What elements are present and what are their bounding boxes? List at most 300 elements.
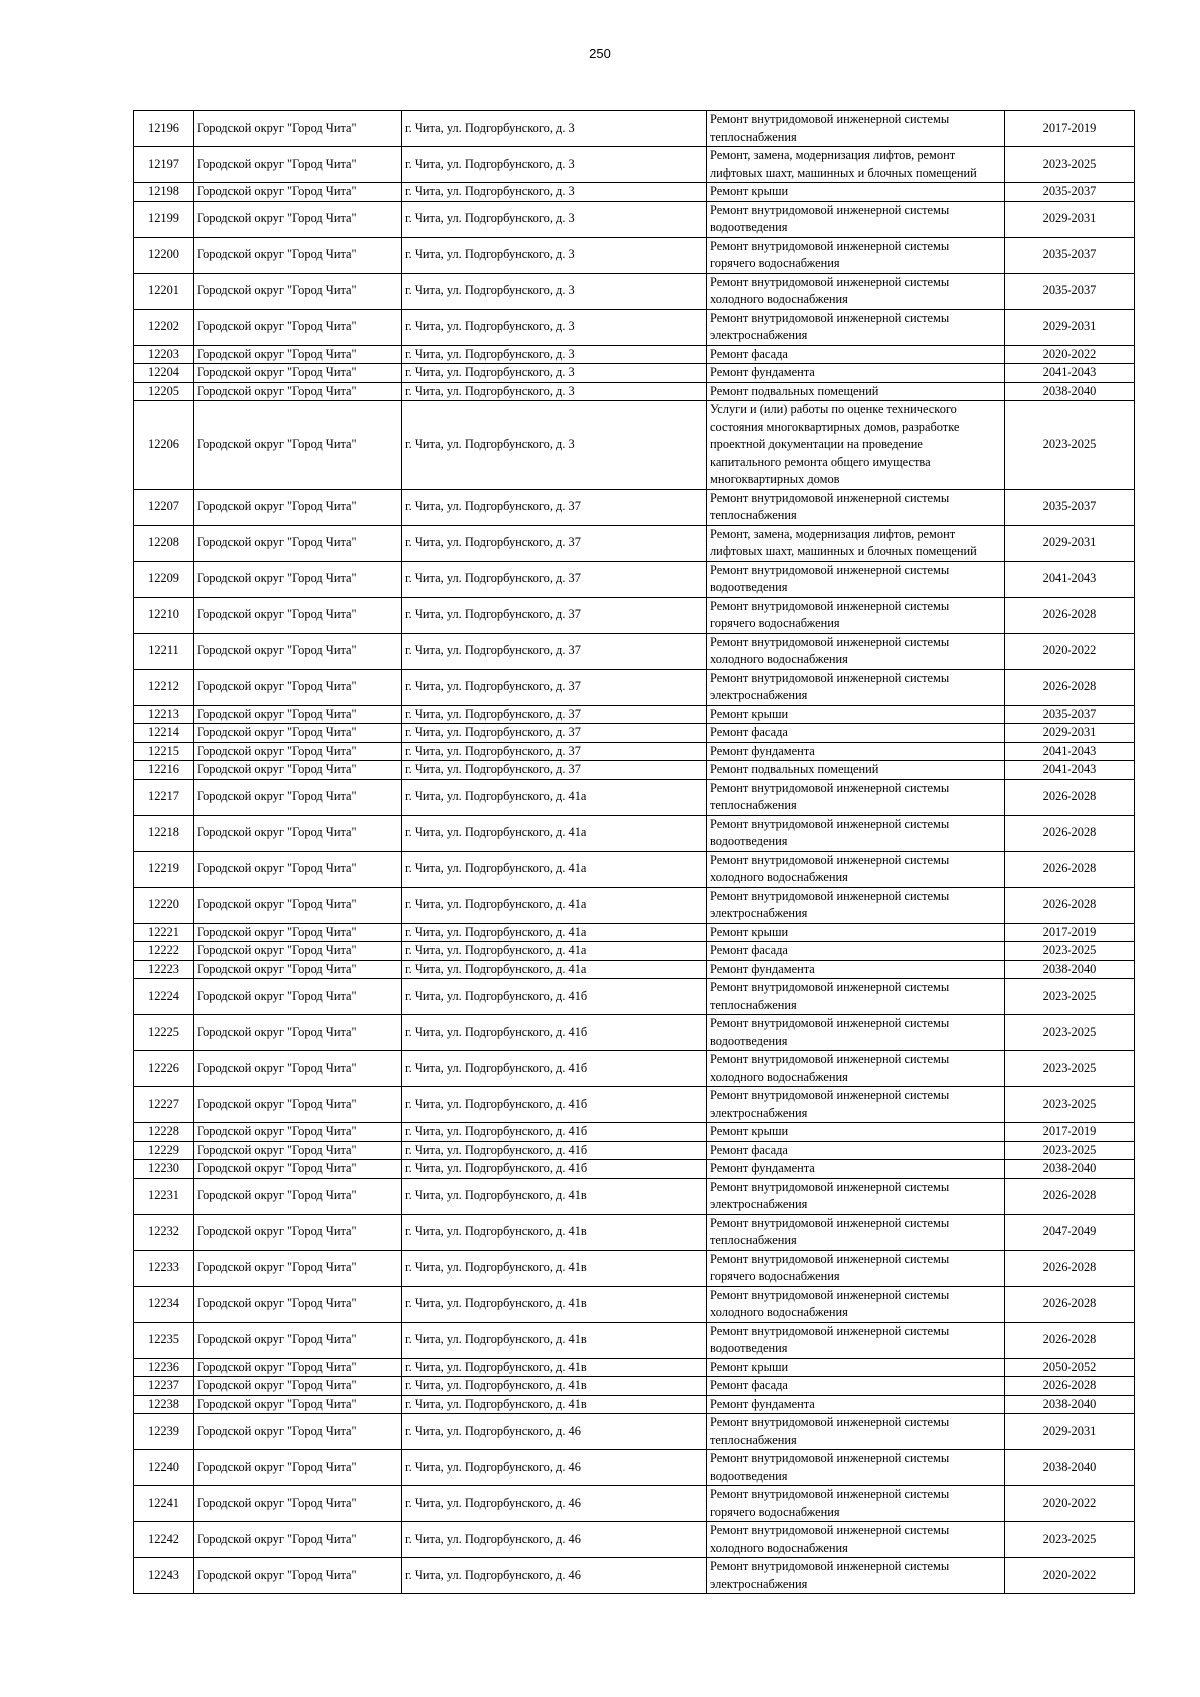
row-number-cell: 12214 (134, 724, 194, 743)
municipality-cell: Городской округ "Город Чита" (194, 761, 402, 780)
work-type-cell (707, 742, 1005, 761)
work-type-line: Ремонт крыши (710, 1359, 789, 1374)
address-cell: г. Чита, ул. Подгорбунского, д. 3 (402, 345, 707, 364)
address-cell: г. Чита, ул. Подгорбунского, д. 41в (402, 1286, 707, 1322)
work-type-line: холодного водоснабжения (710, 1540, 848, 1555)
table-row (134, 1286, 1135, 1322)
period-cell: 2035-2037 (1005, 705, 1135, 724)
table-row (134, 942, 1135, 961)
work-type-line: Ремонт внутридомовой инженерной системы (710, 1215, 950, 1230)
row-number-cell: 12221 (134, 923, 194, 942)
work-type-line: водоотведения (710, 1341, 788, 1355)
municipality-cell: Городской округ "Город Чита" (194, 1486, 402, 1522)
work-type-line: Ремонт внутридомовой инженерной системы (710, 1088, 950, 1102)
period-cell: 2020-2022 (1005, 633, 1135, 669)
period-cell: 2026-2028 (1005, 669, 1135, 705)
work-type-cell (707, 1286, 1005, 1322)
table-row (134, 1214, 1135, 1250)
work-type-line: теплоснабжения (710, 997, 797, 1012)
period-cell: 2038-2040 (1005, 1395, 1135, 1414)
row-number-cell: 12196 (134, 111, 194, 147)
table-row (134, 1322, 1135, 1358)
work-type-cell (707, 724, 1005, 743)
address-cell: г. Чита, ул. Подгорбунского, д. 46 (402, 1486, 707, 1522)
work-type-cell (707, 201, 1005, 237)
work-type-line: холодного водоснабжения (710, 870, 848, 884)
work-type-line: Ремонт внутридомовой инженерной системы (710, 1179, 950, 1194)
work-type-line: Ремонт внутридомовой инженерной системы (710, 780, 950, 795)
address-cell: г. Чита, ул. Подгорбунского, д. 41б (402, 1141, 707, 1160)
address-cell: г. Чита, ул. Подгорбунского, д. 46 (402, 1414, 707, 1450)
municipality-cell: Городской округ "Город Чита" (194, 724, 402, 743)
work-type-cell (707, 1395, 1005, 1414)
row-number-cell: 12232 (134, 1214, 194, 1250)
municipality-cell: Городской округ "Город Чита" (194, 489, 402, 525)
work-type-line: теплоснабжения (710, 1432, 797, 1447)
address-cell: г. Чита, ул. Подгорбунского, д. 37 (402, 525, 707, 561)
period-cell: 2041-2043 (1005, 561, 1135, 597)
table-row (134, 1558, 1135, 1594)
work-type-cell (707, 979, 1005, 1015)
period-cell: 2035-2037 (1005, 489, 1135, 525)
address-cell: г. Чита, ул. Подгорбунского, д. 41а (402, 851, 707, 887)
address-cell: г. Чита, ул. Подгорбунского, д. 41а (402, 923, 707, 942)
address-cell: г. Чита, ул. Подгорбунского, д. 37 (402, 742, 707, 761)
work-type-cell (707, 1160, 1005, 1179)
address-cell: г. Чита, ул. Подгорбунского, д. 3 (402, 237, 707, 273)
municipality-cell: Городской округ "Город Чита" (194, 1450, 402, 1486)
period-cell: 2035-2037 (1005, 273, 1135, 309)
row-number-cell: 12206 (134, 401, 194, 490)
municipality-cell: Городской округ "Город Чита" (194, 633, 402, 669)
municipality-cell: Городской округ "Город Чита" (194, 1160, 402, 1179)
work-type-line: водоотведения (710, 1033, 788, 1048)
row-number-cell: 12228 (134, 1123, 194, 1142)
work-type-line: Ремонт внутридомовой инженерной системы (710, 634, 950, 649)
municipality-cell: Городской округ "Город Чита" (194, 1286, 402, 1322)
work-type-cell (707, 1486, 1005, 1522)
row-number-cell: 12213 (134, 705, 194, 724)
municipality-cell: Городской округ "Город Чита" (194, 960, 402, 979)
period-cell: 2041-2043 (1005, 364, 1135, 383)
row-number-cell: 12208 (134, 525, 194, 561)
work-type-cell (707, 633, 1005, 669)
row-number-cell: 12233 (134, 1250, 194, 1286)
municipality-cell: Городской округ "Город Чита" (194, 1214, 402, 1250)
work-type-cell (707, 273, 1005, 309)
address-cell: г. Чита, ул. Подгорбунского, д. 37 (402, 489, 707, 525)
address-cell: г. Чита, ул. Подгорбунского, д. 41а (402, 779, 707, 815)
address-cell: г. Чита, ул. Подгорбунского, д. 41б (402, 979, 707, 1015)
address-cell: г. Чита, ул. Подгорбунского, д. 41в (402, 1214, 707, 1250)
work-type-line: Ремонт внутридомовой инженерной системы (710, 1451, 950, 1465)
table-row (134, 237, 1135, 273)
row-number-cell: 12197 (134, 147, 194, 183)
period-cell: 2023-2025 (1005, 1087, 1135, 1123)
municipality-cell: Городской округ "Город Чита" (194, 309, 402, 345)
work-type-line: Ремонт внутридомовой инженерной системы (710, 490, 950, 505)
municipality-cell: Городской округ "Город Чита" (194, 561, 402, 597)
table-row (134, 761, 1135, 780)
table-row (134, 1160, 1135, 1179)
work-type-line: Ремонт крыши (710, 706, 789, 721)
table-row (134, 364, 1135, 383)
address-cell: г. Чита, ул. Подгорбунского, д. 41в (402, 1322, 707, 1358)
work-type-line: холодного водоснабжения (710, 652, 848, 666)
work-type-cell (707, 147, 1005, 183)
work-type-line: Ремонт внутридомовой инженерной системы (710, 1487, 950, 1501)
row-number-cell: 12239 (134, 1414, 194, 1450)
municipality-cell: Городской округ "Город Чита" (194, 815, 402, 851)
row-number-cell: 12227 (134, 1087, 194, 1123)
period-cell: 2050-2052 (1005, 1358, 1135, 1377)
work-type-cell (707, 1250, 1005, 1286)
work-type-line: Услуги и (или) работы по оценке технического (710, 402, 957, 416)
work-type-line: Ремонт фундамента (710, 1396, 815, 1411)
work-type-line: Ремонт фасада (710, 346, 788, 361)
address-cell: г. Чита, ул. Подгорбунского, д. 41в (402, 1358, 707, 1377)
municipality-cell: Городской округ "Город Чита" (194, 705, 402, 724)
municipality-cell: Городской округ "Город Чита" (194, 345, 402, 364)
period-cell: 2026-2028 (1005, 815, 1135, 851)
table-row (134, 633, 1135, 669)
work-type-line: Ремонт внутридомовой инженерной системы (710, 1523, 950, 1537)
period-cell: 2026-2028 (1005, 1286, 1135, 1322)
municipality-cell: Городской округ "Город Чита" (194, 1322, 402, 1358)
table-row (134, 401, 1135, 490)
work-type-line: Ремонт внутридомовой инженерной системы (710, 1559, 950, 1573)
work-type-line: Ремонт фундамента (710, 365, 815, 379)
work-type-cell (707, 761, 1005, 780)
municipality-cell: Городской округ "Город Чита" (194, 742, 402, 761)
work-type-line: водоотведения (710, 834, 788, 848)
work-type-cell (707, 669, 1005, 705)
table-row (134, 1450, 1135, 1486)
work-type-cell (707, 489, 1005, 525)
row-number-cell: 12230 (134, 1160, 194, 1179)
table-row (134, 1141, 1135, 1160)
row-number-cell: 12234 (134, 1286, 194, 1322)
work-type-line: водоотведения (710, 220, 788, 234)
capital-repair-table (133, 110, 1135, 1594)
address-cell: г. Чита, ул. Подгорбунского, д. 41а (402, 942, 707, 961)
municipality-cell: Городской округ "Город Чита" (194, 1123, 402, 1142)
period-cell: 2038-2040 (1005, 960, 1135, 979)
row-number-cell: 12219 (134, 851, 194, 887)
work-type-line: проектной документации на проведение (710, 437, 923, 451)
row-number-cell: 12207 (134, 489, 194, 525)
address-cell: г. Чита, ул. Подгорбунского, д. 37 (402, 669, 707, 705)
municipality-cell: Городской округ "Город Чита" (194, 1178, 402, 1214)
work-type-line: капитального ремонта общего имущества (710, 454, 931, 469)
address-cell: г. Чита, ул. Подгорбунского, д. 37 (402, 633, 707, 669)
work-type-line: холодного водоснабжения (710, 292, 848, 306)
period-cell: 2026-2028 (1005, 851, 1135, 887)
municipality-cell: Городской округ "Город Чита" (194, 887, 402, 923)
row-number-cell: 12218 (134, 815, 194, 851)
work-type-line: Ремонт подвальных помещений (710, 762, 879, 776)
address-cell: г. Чита, ул. Подгорбунского, д. 3 (402, 111, 707, 147)
table-row (134, 147, 1135, 183)
table-body (134, 111, 1135, 1594)
table-row (134, 851, 1135, 887)
municipality-cell: Городской округ "Город Чита" (194, 979, 402, 1015)
work-type-cell (707, 960, 1005, 979)
address-cell: г. Чита, ул. Подгорбунского, д. 37 (402, 597, 707, 633)
address-cell: г. Чита, ул. Подгорбунского, д. 41в (402, 1250, 707, 1286)
table-row (134, 1015, 1135, 1051)
work-type-cell (707, 887, 1005, 923)
work-type-line: многоквартирных домов (710, 472, 840, 486)
row-number-cell: 12242 (134, 1522, 194, 1558)
work-type-cell (707, 815, 1005, 851)
work-type-line: Ремонт внутридомовой инженерной системы (710, 562, 950, 577)
period-cell: 2026-2028 (1005, 597, 1135, 633)
period-cell: 2038-2040 (1005, 382, 1135, 401)
row-number-cell: 12200 (134, 237, 194, 273)
work-type-line: Ремонт фасада (710, 725, 788, 739)
work-type-line: Ремонт внутридомовой инженерной системы (710, 852, 950, 867)
row-number-cell: 12204 (134, 364, 194, 383)
table-row (134, 201, 1135, 237)
table-row (134, 597, 1135, 633)
work-type-cell (707, 1087, 1005, 1123)
work-type-cell (707, 561, 1005, 597)
address-cell: г. Чита, ул. Подгорбунского, д. 41б (402, 1123, 707, 1142)
table-row (134, 1358, 1135, 1377)
municipality-cell: Городской округ "Город Чита" (194, 1015, 402, 1051)
work-type-line: холодного водоснабжения (710, 1305, 848, 1319)
row-number-cell: 12229 (134, 1141, 194, 1160)
address-cell: г. Чита, ул. Подгорбунского, д. 3 (402, 401, 707, 490)
work-type-line: лифтовых шахт, машинных и блочных помещений (710, 544, 977, 558)
table-row (134, 1395, 1135, 1414)
period-cell: 2035-2037 (1005, 237, 1135, 273)
period-cell: 2038-2040 (1005, 1160, 1135, 1179)
work-type-cell (707, 1450, 1005, 1486)
row-number-cell: 12201 (134, 273, 194, 309)
period-cell: 2035-2037 (1005, 183, 1135, 202)
work-type-line: горячего водоснабжения (710, 1269, 840, 1283)
work-type-line: Ремонт крыши (710, 184, 789, 198)
address-cell: г. Чита, ул. Подгорбунского, д. 3 (402, 147, 707, 183)
row-number-cell: 12238 (134, 1395, 194, 1414)
municipality-cell: Городской округ "Город Чита" (194, 147, 402, 183)
table-row (134, 742, 1135, 761)
work-type-line: теплоснабжения (710, 129, 797, 144)
municipality-cell: Городской округ "Город Чита" (194, 273, 402, 309)
work-type-cell (707, 1178, 1005, 1214)
work-type-cell (707, 1322, 1005, 1358)
work-type-cell (707, 779, 1005, 815)
period-cell: 2023-2025 (1005, 1015, 1135, 1051)
work-type-line: Ремонт подвальных помещений (710, 383, 879, 398)
work-type-cell (707, 1214, 1005, 1250)
period-cell: 2038-2040 (1005, 1450, 1135, 1486)
period-cell: 2023-2025 (1005, 942, 1135, 961)
work-type-cell (707, 111, 1005, 147)
work-type-cell (707, 364, 1005, 383)
period-cell: 2041-2043 (1005, 742, 1135, 761)
work-type-cell (707, 942, 1005, 961)
page-number: 250 (589, 46, 611, 61)
municipality-cell: Городской округ "Город Чита" (194, 1051, 402, 1087)
period-cell: 2026-2028 (1005, 1250, 1135, 1286)
row-number-cell: 12222 (134, 942, 194, 961)
period-cell: 2047-2049 (1005, 1214, 1135, 1250)
work-type-line: электроснабжения (710, 1105, 808, 1120)
address-cell: г. Чита, ул. Подгорбунского, д. 46 (402, 1522, 707, 1558)
table-row (134, 1250, 1135, 1286)
table-row (134, 1414, 1135, 1450)
period-cell: 2023-2025 (1005, 147, 1135, 183)
address-cell: г. Чита, ул. Подгорбунского, д. 41а (402, 887, 707, 923)
work-type-line: электроснабжения (710, 1197, 808, 1211)
table-row (134, 1522, 1135, 1558)
work-type-cell (707, 1015, 1005, 1051)
work-type-cell (707, 1051, 1005, 1087)
address-cell: г. Чита, ул. Подгорбунского, д. 41в (402, 1178, 707, 1214)
row-number-cell: 12203 (134, 345, 194, 364)
address-cell: г. Чита, ул. Подгорбунского, д. 3 (402, 364, 707, 383)
row-number-cell: 12199 (134, 201, 194, 237)
table-row (134, 309, 1135, 345)
period-cell: 2026-2028 (1005, 1322, 1135, 1358)
period-cell: 2029-2031 (1005, 525, 1135, 561)
work-type-line: электроснабжения (710, 688, 808, 702)
period-cell: 2026-2028 (1005, 779, 1135, 815)
work-type-cell (707, 237, 1005, 273)
work-type-line: состояния многоквартирных домов, разработке (710, 419, 960, 434)
address-cell: г. Чита, ул. Подгорбунского, д. 37 (402, 724, 707, 743)
period-cell: 2026-2028 (1005, 1178, 1135, 1214)
row-number-cell: 12223 (134, 960, 194, 979)
municipality-cell: Городской округ "Город Чита" (194, 1141, 402, 1160)
address-cell: г. Чита, ул. Подгорбунского, д. 41в (402, 1377, 707, 1396)
table-row (134, 779, 1135, 815)
municipality-cell: Городской округ "Город Чита" (194, 669, 402, 705)
municipality-cell: Городской округ "Город Чита" (194, 111, 402, 147)
work-type-line: Ремонт фасада (710, 943, 788, 957)
address-cell: г. Чита, ул. Подгорбунского, д. 46 (402, 1558, 707, 1594)
table-row (134, 815, 1135, 851)
row-number-cell: 12237 (134, 1377, 194, 1396)
address-cell: г. Чита, ул. Подгорбунского, д. 3 (402, 183, 707, 202)
work-type-line: горячего водоснабжения (710, 1504, 840, 1519)
period-cell: 2023-2025 (1005, 401, 1135, 490)
work-type-line: Ремонт внутридомовой инженерной системы (710, 670, 950, 685)
municipality-cell: Городской округ "Город Чита" (194, 1522, 402, 1558)
row-number-cell: 12198 (134, 183, 194, 202)
period-cell: 2029-2031 (1005, 201, 1135, 237)
work-type-line: лифтовых шахт, машинных и блочных помещений (710, 165, 977, 180)
table-row (134, 489, 1135, 525)
work-type-cell (707, 183, 1005, 202)
period-cell: 2023-2025 (1005, 979, 1135, 1015)
work-type-cell (707, 1141, 1005, 1160)
table-row (134, 111, 1135, 147)
address-cell: г. Чита, ул. Подгорбунского, д. 41б (402, 1160, 707, 1179)
work-type-line: Ремонт внутридомовой инженерной системы (710, 1415, 950, 1429)
table-row (134, 960, 1135, 979)
period-cell: 2023-2025 (1005, 1522, 1135, 1558)
work-type-line: теплоснабжения (710, 798, 797, 812)
municipality-cell: Городской округ "Город Чита" (194, 382, 402, 401)
table-row (134, 979, 1135, 1015)
work-type-line: Ремонт внутридомовой инженерной системы (710, 1016, 950, 1030)
work-type-cell (707, 1414, 1005, 1450)
work-type-line: Ремонт внутридомовой инженерной системы (710, 1052, 950, 1066)
work-type-cell (707, 401, 1005, 490)
row-number-cell: 12209 (134, 561, 194, 597)
work-type-cell (707, 382, 1005, 401)
work-type-cell (707, 1123, 1005, 1142)
row-number-cell: 12231 (134, 1178, 194, 1214)
work-type-line: электроснабжения (710, 906, 808, 920)
work-type-cell (707, 1358, 1005, 1377)
work-type-line: водоотведения (710, 580, 788, 594)
work-type-cell (707, 525, 1005, 561)
row-number-cell: 12236 (134, 1358, 194, 1377)
row-number-cell: 12215 (134, 742, 194, 761)
table-row (134, 1051, 1135, 1087)
work-type-line: холодного водоснабжения (710, 1069, 848, 1084)
work-type-line: Ремонт внутридомовой инженерной системы (710, 202, 950, 217)
row-number-cell: 12210 (134, 597, 194, 633)
row-number-cell: 12202 (134, 309, 194, 345)
row-number-cell: 12216 (134, 761, 194, 780)
municipality-cell: Городской округ "Город Чита" (194, 597, 402, 633)
work-type-cell (707, 851, 1005, 887)
work-type-line: Ремонт внутридомовой инженерной системы (710, 598, 950, 613)
address-cell: г. Чита, ул. Подгорбунского, д. 37 (402, 561, 707, 597)
work-type-line: Ремонт, замена, модернизация лифтов, ремонт (710, 148, 956, 162)
work-type-line: электроснабжения (710, 328, 808, 342)
work-type-line: Ремонт внутридомовой инженерной системы (710, 238, 950, 253)
work-type-cell (707, 345, 1005, 364)
municipality-cell: Городской округ "Город Чита" (194, 1377, 402, 1396)
table-row (134, 1087, 1135, 1123)
row-number-cell: 12235 (134, 1322, 194, 1358)
address-cell: г. Чита, ул. Подгорбунского, д. 41б (402, 1087, 707, 1123)
work-type-line: Ремонт внутридомовой инженерной системы (710, 888, 950, 903)
work-type-cell (707, 1377, 1005, 1396)
address-cell: г. Чита, ул. Подгорбунского, д. 41а (402, 815, 707, 851)
work-type-line: Ремонт фундамента (710, 961, 815, 976)
municipality-cell: Городской округ "Город Чита" (194, 851, 402, 887)
work-type-line: Ремонт внутридомовой инженерной системы (710, 274, 950, 289)
address-cell: г. Чита, ул. Подгорбунского, д. 3 (402, 309, 707, 345)
address-cell: г. Чита, ул. Подгорбунского, д. 41в (402, 1395, 707, 1414)
period-cell: 2023-2025 (1005, 1051, 1135, 1087)
municipality-cell: Городской округ "Город Чита" (194, 1414, 402, 1450)
municipality-cell: Городской округ "Город Чита" (194, 1558, 402, 1594)
address-cell: г. Чита, ул. Подгорбунского, д. 3 (402, 273, 707, 309)
municipality-cell: Городской округ "Город Чита" (194, 201, 402, 237)
work-type-line: горячего водоснабжения (710, 616, 840, 630)
work-type-line: Ремонт крыши (710, 924, 789, 939)
table-row (134, 705, 1135, 724)
work-type-line: Ремонт внутридомовой инженерной системы (710, 112, 950, 126)
row-number-cell: 12226 (134, 1051, 194, 1087)
work-type-cell (707, 1522, 1005, 1558)
row-number-cell: 12243 (134, 1558, 194, 1594)
table-row (134, 887, 1135, 923)
municipality-cell: Городской округ "Город Чита" (194, 779, 402, 815)
period-cell: 2026-2028 (1005, 1377, 1135, 1396)
table-row (134, 345, 1135, 364)
table-row (134, 525, 1135, 561)
